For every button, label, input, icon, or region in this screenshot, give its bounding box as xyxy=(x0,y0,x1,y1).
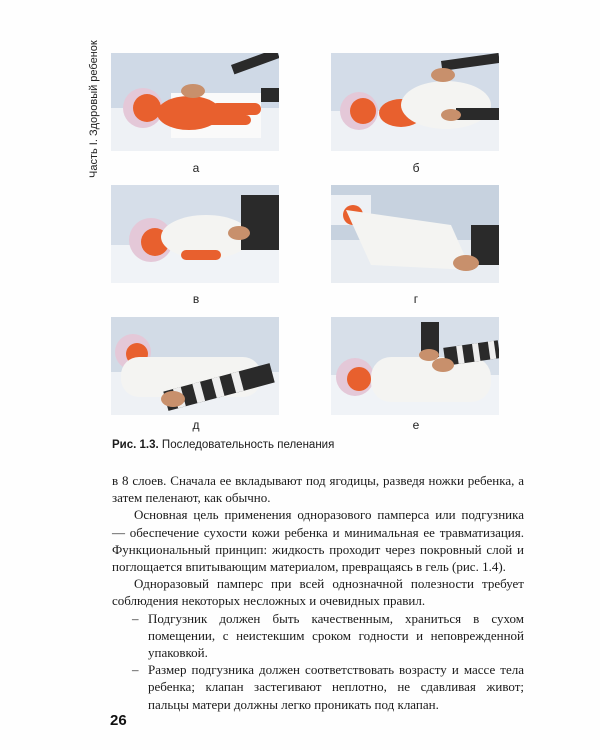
photo-d-illustration xyxy=(111,317,279,415)
list-item xyxy=(112,661,524,713)
photo-panel-d xyxy=(111,317,279,415)
photo-panel-b xyxy=(331,53,499,151)
bullet-dash: – xyxy=(132,662,139,678)
figure-caption-label: Рис. 1.3. xyxy=(112,439,159,451)
panel-label-a: а xyxy=(192,161,200,175)
photo-b-illustration xyxy=(331,53,499,151)
page-number: 26 xyxy=(110,712,127,729)
paragraph-2: Основная цель применения одноразового памперса или подгузника — обеспечение сухости кожи ребенка и минимальная ее травматизация. Функциональный принцип: жидкость проходит через покровный слой и поглощается впитывающим материалом, превращаясь в гель (рис. 1.4). xyxy=(112,507,524,575)
bullet-dash: – xyxy=(132,610,139,626)
photo-panel-a xyxy=(111,53,279,151)
photo-e-illustration xyxy=(331,317,499,415)
panel-label-b: б xyxy=(412,161,420,175)
figure-caption xyxy=(112,439,334,451)
photo-panel-g xyxy=(331,185,499,283)
running-header: Часть I. Здоровый ребенок xyxy=(88,40,100,178)
photo-panel-e xyxy=(331,317,499,415)
panel-label-d: д xyxy=(192,418,200,432)
panel-label-v: в xyxy=(192,292,200,306)
photo-a-illustration xyxy=(111,53,279,151)
list-item-text: Размер подгузника должен соответствовать возрасту и массе тела ребенка; клапан застегивают неплотно, не сдавливая живот; пальцы матери должны легко проникать под клапан. xyxy=(148,662,524,712)
panel-label-g: г xyxy=(413,292,419,306)
panel-label-e: е xyxy=(412,418,420,432)
photo-v-illustration xyxy=(111,185,279,283)
photo-g-illustration xyxy=(331,185,499,283)
list-item-text: Подгузник должен быть качественным, храниться в сухом помещении, с неистекшим сроком годности и неповрежденной упаковкой. xyxy=(148,610,524,661)
paragraph-3: Одноразовый памперс при всей однозначной полезности требует соблюдения некоторых несложных и очевидных правил. xyxy=(112,576,524,609)
figure-caption-text: Последовательность пеленания xyxy=(161,439,335,451)
photo-panel-v xyxy=(111,185,279,283)
body-text xyxy=(112,472,524,713)
list-item xyxy=(112,610,524,662)
paragraph-1: в 8 слоев. Сначала ее вкладывают под ягодицы, разведя ножки ребенка, а затем пеленают, как обычно. xyxy=(112,473,524,506)
